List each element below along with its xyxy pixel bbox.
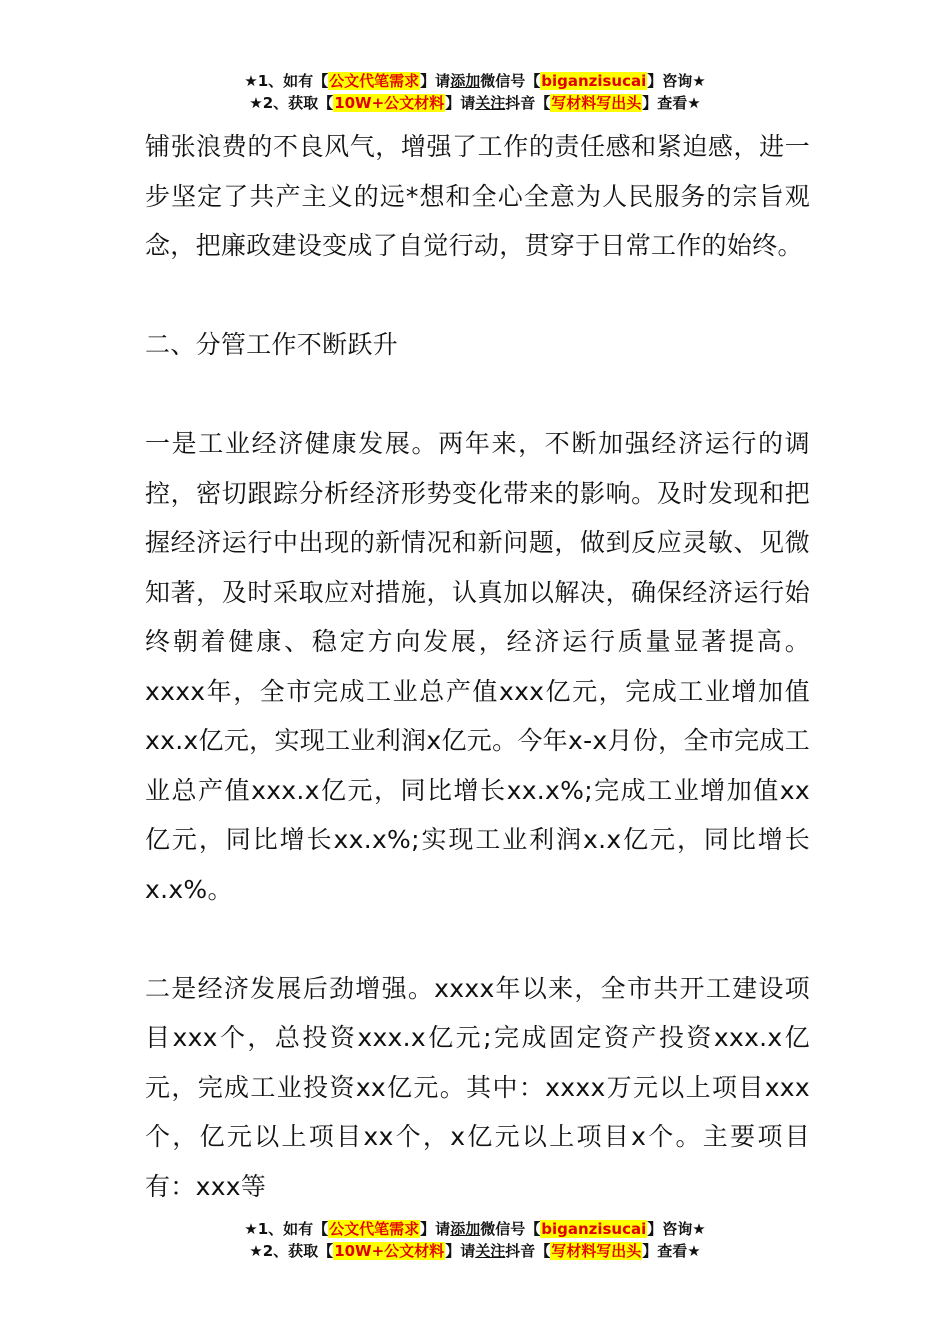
banner-line-2 — [0, 92, 950, 114]
banner-text: 抖音【 — [505, 94, 551, 112]
banner-line-1 — [0, 1218, 950, 1240]
banner-text: ★2、获取【 — [249, 94, 334, 112]
document-body — [145, 122, 810, 1211]
banner-highlight: 10W+公文材料 — [334, 94, 445, 112]
paragraph-1: 铺张浪费的不良风气，增强了工作的责任感和紧迫感，进一步坚定了共产主义的远*想和全心全意为人民服务的宗旨观念，把廉政建设变成了自觉行动，贯穿于日常工作的始终。 — [145, 132, 810, 260]
banner-text: ★2、获取【 — [249, 1242, 334, 1260]
banner-text: 】请 — [445, 94, 476, 112]
banner-text: 】查看★ — [642, 94, 701, 112]
banner-text: 】请 — [420, 72, 451, 90]
banner-highlight: 公文代笔需求 — [329, 72, 420, 90]
banner-highlight: biganzisucai — [541, 72, 647, 90]
banner-highlight: 10W+公文材料 — [334, 1242, 445, 1260]
header-banner — [0, 70, 950, 114]
banner-text: 】咨询★ — [647, 1220, 706, 1238]
banner-underline: 关注 — [475, 94, 506, 112]
footer-banner — [0, 1218, 950, 1262]
banner-highlight: 写材料写出头 — [551, 94, 642, 112]
banner-text: 微信号【 — [480, 72, 541, 90]
banner-text: 】咨询★ — [647, 72, 706, 90]
banner-underline: 关注 — [475, 1242, 506, 1260]
banner-line-2 — [0, 1240, 950, 1262]
paragraph-3: 二是经济发展后劲增强。xxxx年以来，全市共开工建设项目xxx个，总投资xxx.x亿元;完成固定资产投资xxx.x亿元，完成工业投资xx亿元。其中：xxxx万元以上项目xxx个，亿元以上项目xx个，x亿元以上项目x个。主要项目有：xxx等 — [145, 973, 810, 1201]
banner-underline: 添加 — [450, 72, 481, 90]
section-heading: 二、分管工作不断跃升 — [145, 330, 399, 359]
banner-underline: 添加 — [450, 1220, 481, 1238]
banner-highlight: biganzisucai — [541, 1220, 647, 1238]
banner-text: 】查看★ — [642, 1242, 701, 1260]
banner-text: 】请 — [420, 1220, 451, 1238]
banner-highlight: 写材料写出头 — [551, 1242, 642, 1260]
banner-text: 抖音【 — [505, 1242, 551, 1260]
banner-line-1 — [0, 70, 950, 92]
banner-text: ★1、如有【 — [244, 72, 329, 90]
banner-text: 】请 — [445, 1242, 476, 1260]
banner-text: 微信号【 — [480, 1220, 541, 1238]
banner-highlight: 公文代笔需求 — [329, 1220, 420, 1238]
banner-text: ★1、如有【 — [244, 1220, 329, 1238]
paragraph-2: 一是工业经济健康发展。两年来，不断加强经济运行的调控，密切跟踪分析经济形势变化带来的影响。及时发现和把握经济运行中出现的新情况和新问题，做到反应灵敏、见微知著，及时采取应对措施，认真加以解决，确保经济运行始终朝着健康、稳定方向发展，经济运行质量显著提高。xxxx年，全市完成工业总产值xxx亿元，完成工业增加值xx.x亿元，实现工业利润x亿元。今年x-x月份，全市完成工业总产值xxx.x亿元，同比增长xx.x%;完成工业增加值xx亿元，同比增长xx.x%;实现工业利润x.x亿元，同比增长x.x%。 — [145, 429, 810, 904]
